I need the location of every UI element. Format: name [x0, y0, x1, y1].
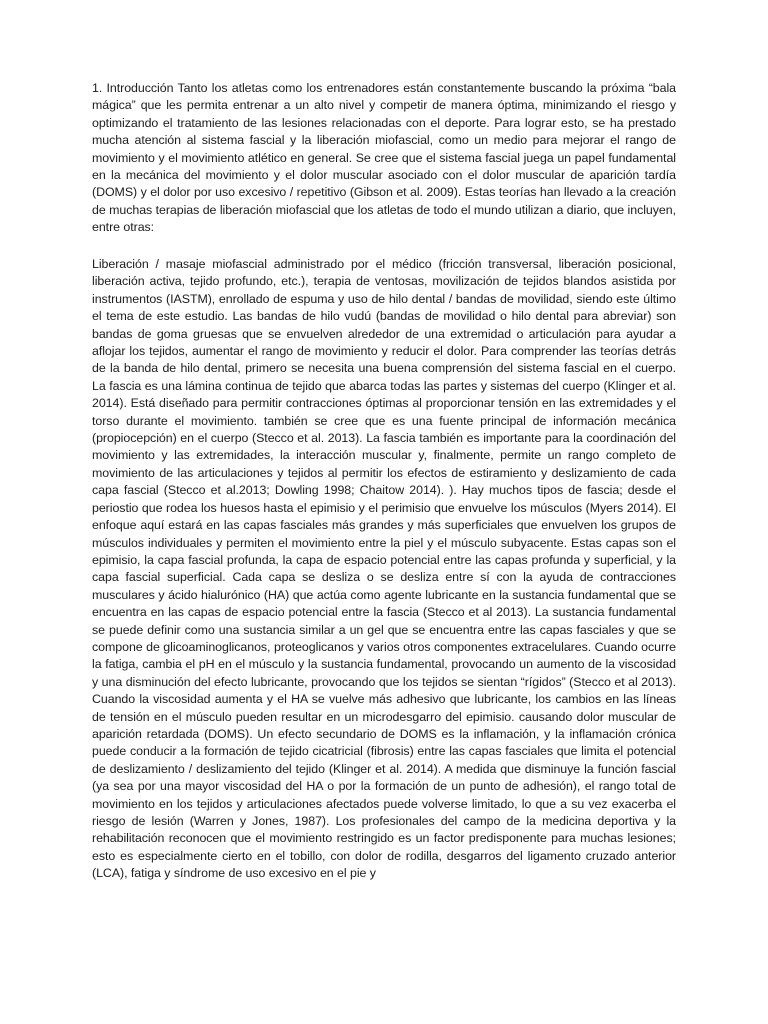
body-paragraph: Liberación / masaje miofascial administrado por el médico (fricción transversal, liberación posicional, liberación activa, tejido profundo, etc.), terapia de ventosas, movilización de tejidos blandos asistida por instrumentos (IASTM), enrollado de espuma y uso de hilo dental / bandas de movilidad, siendo este último el tema de este estudio. Las bandas de hilo vudú (bandas de movilidad o hilo dental para abreviar) son bandas de goma gruesas que se envuelven alrededor de una extremidad o articulación para ayudar a aflojar los tejidos, aumentar el rango de movimiento y reducir el dolor. Para comprender las teorías detrás de la banda de hilo dental, primero se necesita una buena comprensión del sistema fascial en el cuerpo. La fascia es una lámina continua de tejido que abarca todas las partes y sistemas del cuerpo (Klinger et al. 2014). Está diseñado para permitir contracciones óptimas al proporcionar tensión en las extremidades y el torso durante el movimiento. también se cree que es una fuente principal de información mecánica (propiocepción) en el cuerpo (Stecco et al. 2013). La fascia también es importante para la coordinación del movimiento y las extremidades, la interacción muscular y, finalmente, permite un rango completo de movimiento de las articulaciones y tejidos al permitir los efectos de estiramiento y deslizamiento de cada capa fascial (Stecco et al.2013; Dowling 1998; Chaitow 2014). ). Hay muchos tipos de fascia; desde el periostio que rodea los huesos hasta el epimisio y el perimisio que envuelve los músculos (Myers 2014). El enfoque aquí estará en las capas fasciales más grandes y más superficiales que envuelven los grupos de músculos individuales y permiten el movimiento entre la piel y el músculo subyacente. Estas capas son el epimisio, la capa fascial profunda, la capa de espacio potencial entre las capas profunda y superficial, y la capa fascial superficial. Cada capa se desliza o se desliza entre sí con la ayuda de contracciones musculares y ácido hialurónico (HA) que actúa como agente lubricante en la sustancia fundamental que se encuentra en las capas de espacio potencial entre la fascia (Stecco et al 2013). La sustancia fundamental se puede definir como una sustancia similar a un gel que se encuentra entre las capas fasciales y que se compone de glicoaminoglicanos, proteoglicanos y varios otros componentes extracelulares. Cuando ocurre la fatiga, cambia el pH en el músculo y la sustancia fundamental, provocando un aumento de la viscosidad y una disminución del efecto lubricante, provocando que los tejidos se sientan “rígidos” (Stecco et al 2013). Cuando la viscosidad aumenta y el HA se vuelve más adhesivo que lubricante, los cambios en las líneas de tensión en el músculo pueden resultar en un microdesgarro del epimisio. causando dolor muscular de aparición retardada (DOMS). Un efecto secundario de DOMS es la inflamación, y la inflamación crónica puede conducir a la formación de tejido cicatricial (fibrosis) entre las capas fasciales que limita el potencial de deslizamiento / deslizamiento del tejido (Klinger et al. 2014). A medida que disminuye la función fascial (ya sea por una mayor viscosidad del HA o por la formación de un punto de adhesión), el rango total de movimiento en los tejidos y articulaciones afectados puede volverse limitado, lo que a su vez exacerba el riesgo de lesión (Warren y Jones, 1987). Los profesionales del campo de la medicina deportiva y la rehabilitación reconocen que el movimiento restringido es un factor predisponente para muchas lesiones; esto es especialmente cierto en el tobillo, con dolor de rodilla, desgarros del ligamento cruzado anterior (LCA), fatiga y síndrome de uso excesivo en el pie y: [92, 257, 676, 881]
intro-paragraph: 1. Introducción Tanto los atletas como los entrenadores están constantemente buscando la próxima “bala mágica” que les permita entrenar a un alto nivel y competir de manera óptima, minimizando el riesgo y optimizando el tratamiento de las lesiones relacionadas con el deporte. Para lograr esto, se ha prestado mucha atención al sistema fascial y la liberación miofascial, como un medio para mejorar el rango de movimiento y el movimiento atlético en general. Se cree que el sistema fascial juega un papel fundamental en la mecánica del movimiento y el dolor muscular asociado con el dolor muscular de aparición tardía (DOMS) y el dolor por uso excesivo / repetitivo (Gibson et al. 2009). Estas teorías han llevado a la creación de muchas terapias de liberación miofascial que los atletas de todo el mundo utilizan a diario, que incluyen, entre otras:: [92, 81, 676, 235]
